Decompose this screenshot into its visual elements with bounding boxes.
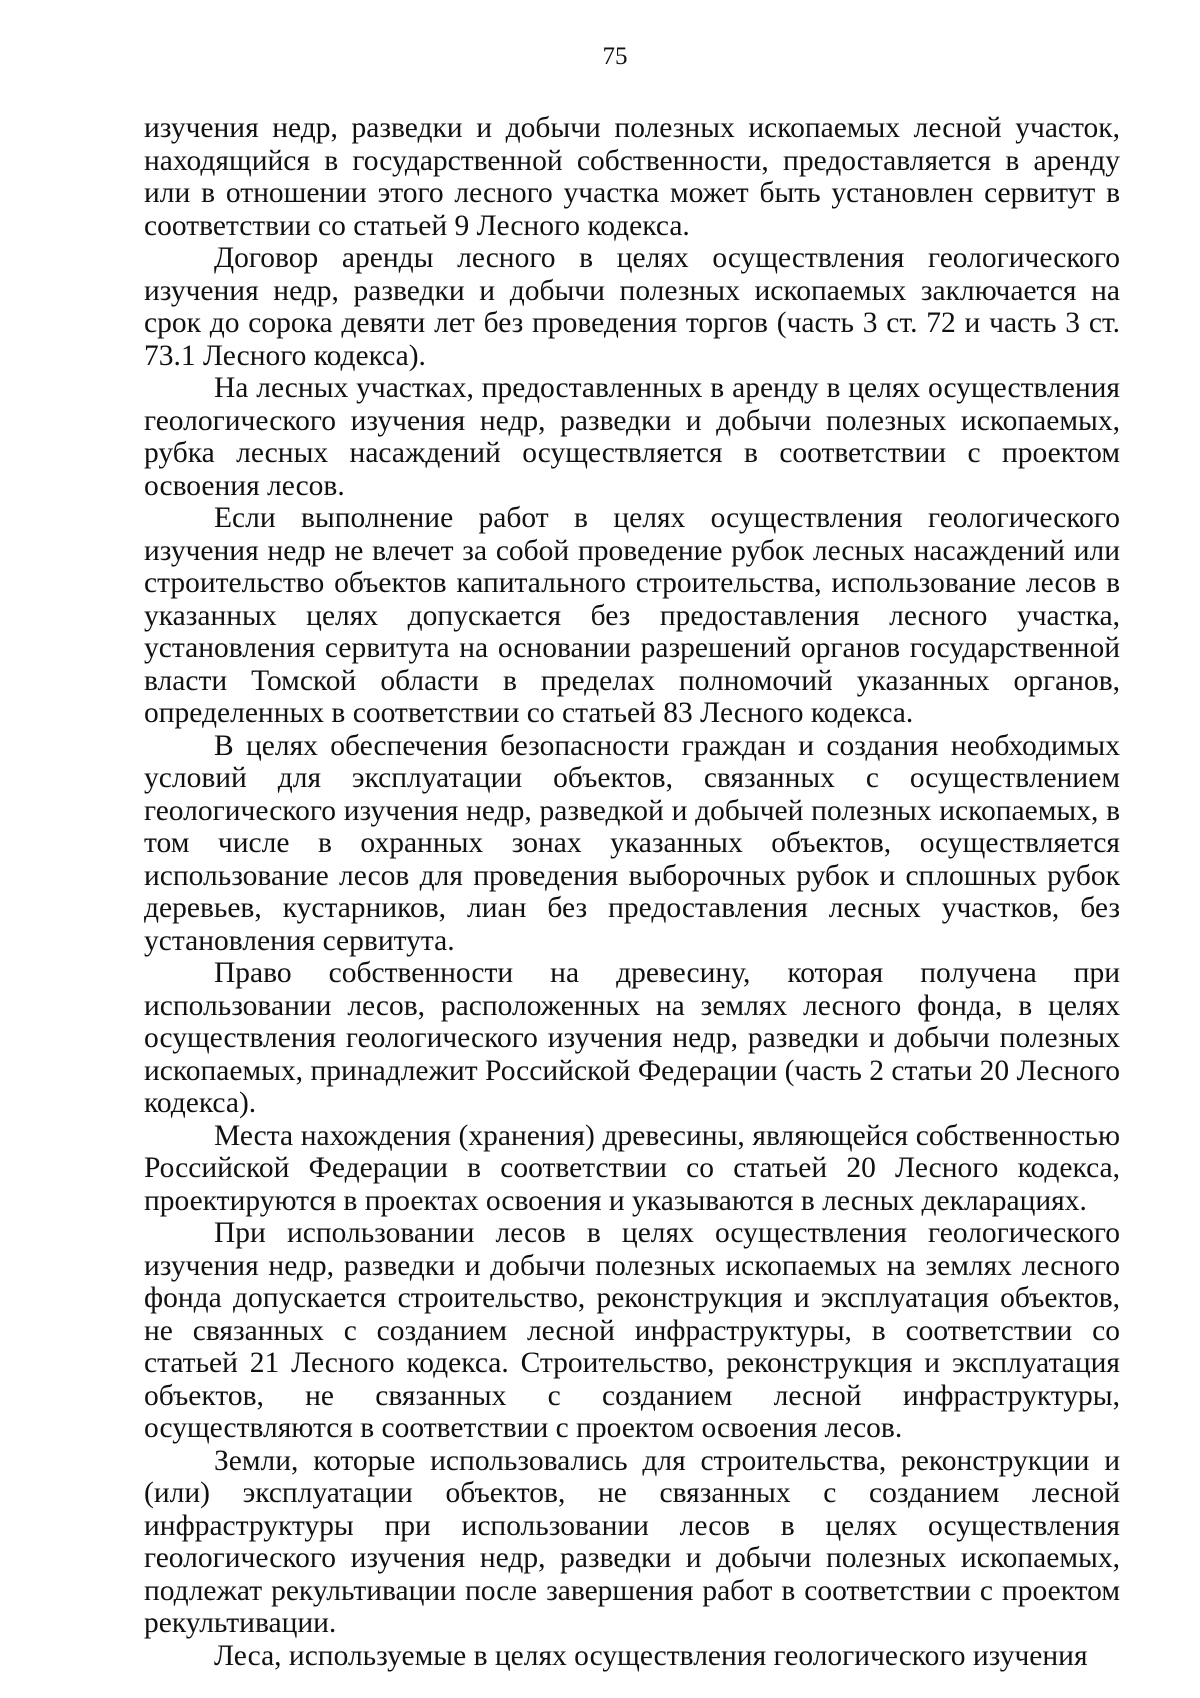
paragraph-3: На лесных участках, предоставленных в аренду в целях осуществления геологического изучения недр, разведки и добычи полезных ископаемых, рубка лесных насаждений осуществляется в соответствии с проектом освоения лесов. (144, 372, 1120, 502)
paragraph-4: Если выполнение работ в целях осуществления геологического изучения недр не влечет за собой проведение рубок лесных насаждений или строительство объектов капитального строительства, использование лесов в указанных целях допускается без предоставления лесного участка, установления сервитута на основании разрешений органов государственной власти Томской области в пределах полномочий указанных органов, определенных в соответствии со статьей 83 Лесного кодекса. (144, 502, 1120, 729)
paragraph-6: Право собственности на древесину, которая получена при использовании лесов, расположенных на землях лесного фонда, в целях осуществления геологического изучения недр, разведки и добычи полезных ископаемых, принадлежит Российской Федерации (часть 2 статьи 20 Лесного кодекса). (144, 957, 1120, 1119)
paragraph-8: При использовании лесов в целях осуществления геологического изучения недр, разведки и добычи полезных ископаемых на землях лесного фонда допускается строительство, реконструкция и эксплуатация объектов, не связанных с созданием лесной инфраструктуры, в соответствии со статьей 21 Лесного кодекса. Строительство, реконструкция и эксплуатация объектов, не связанных с созданием лесной инфраструктуры, осуществляются в соответствии с проектом освоения лесов. (144, 1217, 1120, 1444)
page-number: 75 (602, 43, 628, 70)
paragraph-1: изучения недр, разведки и добычи полезных ископаемых лесной участок, находящийся в государственной собственности, предоставляется в аренду или в отношении этого лесного участка может быть установлен сервитут в соответствии со статьей 9 Лесного кодекса. (144, 112, 1120, 242)
paragraph-9: Земли, которые использовались для строительства, реконструкции и (или) эксплуатации объектов, не связанных с созданием лесной инфраструктуры при использовании лесов в целях осуществления геологического изучения недр, разведки и добычи полезных ископаемых, подлежат рекультивации после завершения работ в соответствии с проектом рекультивации. (144, 1444, 1120, 1639)
paragraph-5: В целях обеспечения безопасности граждан и создания необходимых условий для эксплуатации объектов, связанных с осуществлением геологического изучения недр, разведкой и добычей полезных ископаемых, в том числе в охранных зонах указанных объектов, осуществляется использование лесов для проведения выборочных рубок и сплошных рубок деревьев, кустарников, лиан без предоставления лесных участков, без установления сервитута. (144, 729, 1120, 957)
paragraph-10: Леса, используемые в целях осуществления геологического изучения (214, 1639, 1088, 1672)
document-body (144, 112, 1120, 1672)
paragraph-7: Места нахождения (хранения) древесины, являющейся собственностью Российской Федерации в соответствии со статьей 20 Лесного кодекса, проектируются в проектах освоения и указываются в лесных декларациях. (144, 1119, 1120, 1217)
paragraph-2: Договор аренды лесного в целях осуществления геологического изучения недр, разведки и добычи полезных ископаемых заключается на срок до сорока девяти лет без проведения торгов (часть 3 ст. 72 и часть 3 ст. 73.1 Лесного кодекса). (144, 242, 1120, 372)
